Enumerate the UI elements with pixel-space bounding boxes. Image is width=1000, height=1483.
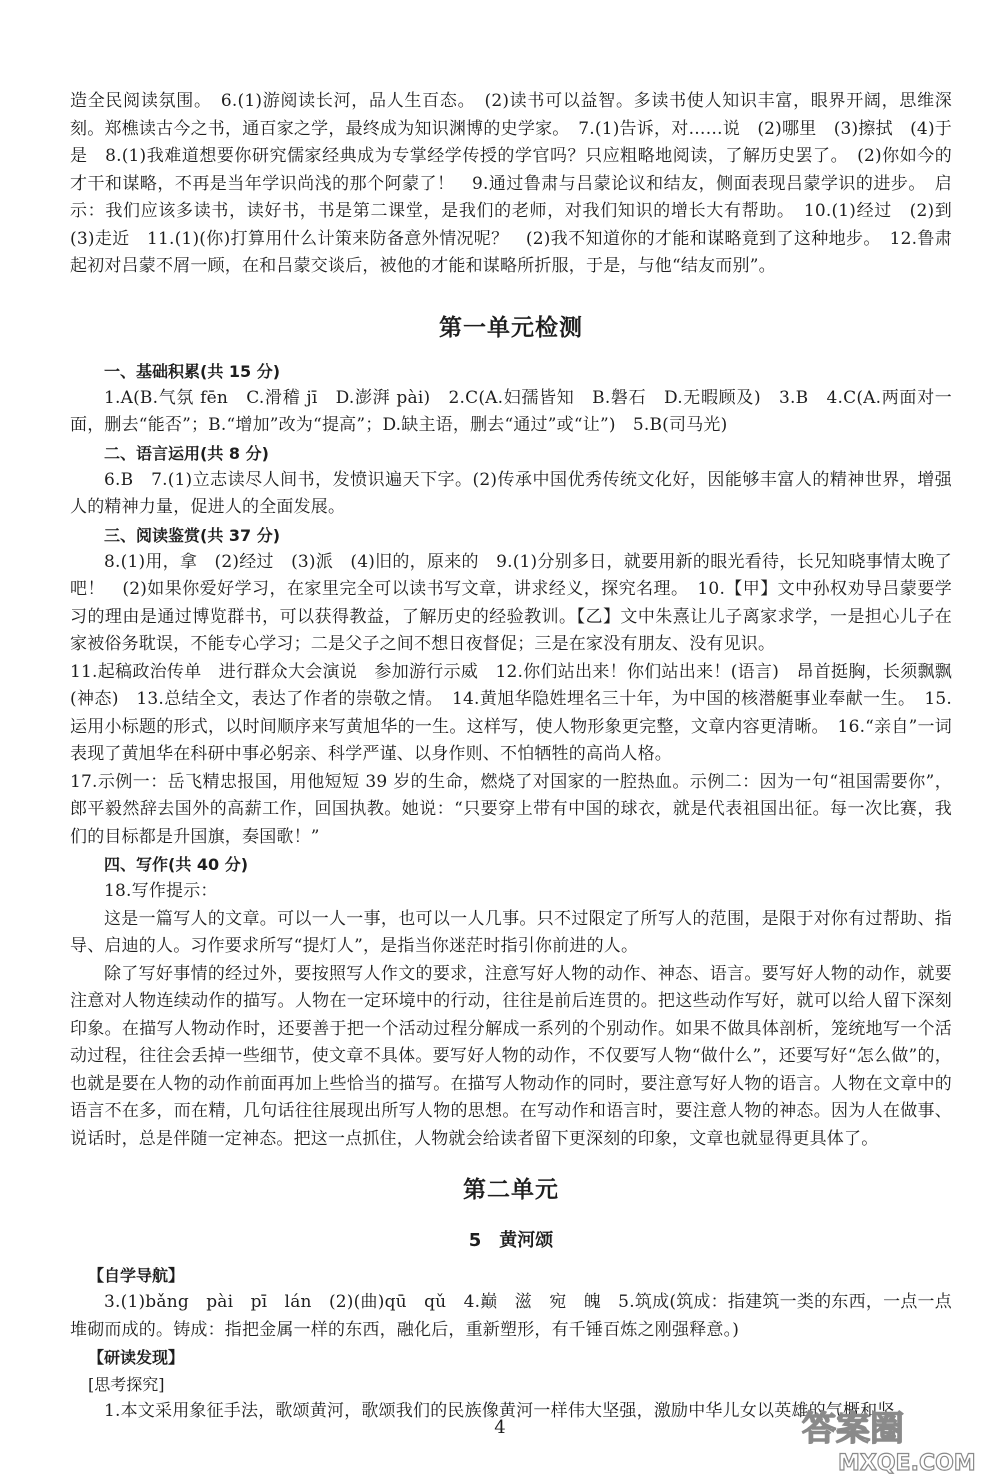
writing-tip-paragraph-1: 这是一篇写人的文章。可以一人一事，也可以一人几事。只不过限定了所写人的范围，是限于对你有过帮助、指导、启迪的人。习作要求所写“提灯人”，是指当你迷茫时指引你前进的人。	[70, 908, 952, 956]
unit2-title: 第二单元	[463, 1177, 559, 1203]
top-answers-paragraph: 造全民阅读氛围。 6.(1)游阅读长河，品人生百态。 (2)读书可以益智。多读书使人知识丰富，眼界开阔，思维深刻。郑樵读古今之书，通百家之学，最终成为知识渊博的史学家。 7.(1)告诉，对……说 (2)哪里 (3)擦拭 (4)于是 8.(1)我难道想要你研究儒家经典成为专掌经学传授的学官吗？只应粗略地阅读，了解历史罢了。 (2)你如今的才干和谋略，不再是当年学识尚浅的那个阿蒙了！ 9.通过鲁肃与吕蒙论议和结友，侧面表现吕蒙学识的进步。 启示：我们应该多读书，读好书，书是第二课堂，是我们的老师，对我们知识的增长大有帮助。 10.(1)经过 (2)到 (3)走近 11.(1)(你)打算用什么计策来防备意外情况呢？ (2)我不知道你的才能和谋略竟到了这种地步。 12.鲁肃起初对吕蒙不屑一顾，在和吕蒙交谈后，被他的才能和谋略所折服，于是，与他“结友而别”。	[70, 91, 970, 276]
writing-tip-paragraph-2: 除了写好事情的经过外，要按照写人作文的要求，注意写好人物的动作、神态、语言。要写好人物的动作，就要注意对人物连续动作的描写。人物在一定环境中的行动，往往是前后连贯的。把这些动作写好，就可以给人留下深刻印象。在描写人物动作时，还要善于把一个活动过程分解成一系列的个别动作。如果不做具体剖析，笼统地写一个活动过程，往往会丢掉一些细节，使文章不具体。要写好人物的动作，不仅要写人物“做什么”，还要写好“怎么做”的，也就是要在人物的动作前面再加上些恰当的描写。在描写人物动作的同时，要注意写好人物的语言。人物在文章中的语言不在多，而在精，几句话往往展现出所写人物的思想。在写动作和语言时，要注意人物的神态。因为人在做事、说话时，总是伴随一定神态。把这一点抓住，人物就会给读者留下更深刻的印象，文章也就显得更具体了。	[70, 963, 952, 1149]
section-reading-text-3: 17.示例一：岳飞精忠报国，用他短短 39 岁的生命，燃烧了对国家的一腔热血。示例二：因为一句“祖国需要你”，郎平毅然辞去国外的高薪工作，回国执教。她说：“只要穿上带有中国的球衣，就是代表祖国出征。每一次比赛，我们的目标都是升国旗，奏国歌！”	[70, 771, 952, 847]
last-answer-text: 1.本文采用象征手法，歌颂黄河，歌颂我们的民族像黄河一样伟大坚强，激励中华儿女以英雄的气概和坚	[104, 1401, 895, 1421]
section-language-head: 二、语言运用(共 8 分)	[104, 443, 269, 463]
self-study-tag: 【自学导航】	[88, 1266, 185, 1285]
section-reading-text: 8.(1)用，拿 (2)经过 (3)派 (4)旧的，原来的 9.(1)分别多日，就要用新的眼光看待，长兄知晓事情太晚了吧！ (2)如果你爱好学习，在家里完全可以读书写文章，讲求经义，探究名理。 10.【甲】文中孙权劝导吕蒙要学习的理由是通过博览群书，可以获得教益，了解历史的经验教训。【乙】文中朱熹让儿子离家求学，一是担心儿子在家被俗务耽误，不能专心学习；二是父子之间不想日夜督促；三是在家没有朋友、没有见识。	[70, 551, 952, 654]
writing-tip-label: 18.写作提示：	[104, 881, 218, 901]
watermark-url: MXQE.COM	[838, 1451, 976, 1476]
self-study-text: 3.(1)bǎng pài pī lán (2)(曲)qū qǔ 4.巅 滋 宛 魄 5.筑成(筑成：指建筑一类的东西，一点一点堆砌而成的。铸成：指把金属一样的东西，融化后，重新塑形，有千锤百炼之刚强释意。)	[70, 1292, 952, 1340]
section-basic-head: 一、基础积累(共 15 分)	[104, 361, 281, 381]
unit1-title: 第一单元检测	[439, 314, 583, 341]
watermark-logo	[798, 1400, 984, 1476]
lesson-title: 5 黄河颂	[468, 1230, 554, 1251]
study-discovery-tag: 【研读发现】	[88, 1348, 185, 1367]
watermark-text: 答案圈	[802, 1409, 904, 1449]
page-number: 4	[494, 1417, 506, 1438]
section-language-text: 6.B 7.(1)立志读尽人间书，发愤识遍天下字。(2)传承中国优秀传统文化好，因能够丰富人的精神世界，增强人的精神力量，促进人的全面发展。	[70, 469, 952, 517]
page-content	[70, 88, 970, 1426]
thinking-explore-label: [思考探究]	[88, 1375, 165, 1394]
section-writing-head: 四、写作(共 40 分)	[104, 855, 249, 874]
section-reading-head: 三、阅读鉴赏(共 37 分)	[104, 525, 281, 545]
section-basic-text: 1.A(B.气氛 fēn C.滑稽 jī D.澎湃 pài) 2.C(A.妇孺皆知 B.磐石 D.无暇顾及) 3.B 4.C(A.两面对一面，删去“能否”；B.“增加”改为“提高”；D.缺主语，删去“通过”或“让”) 5.B(司马光)	[70, 387, 952, 435]
section-reading-text-2: 11.起稿政治传单 进行群众大会演说 参加游行示威 12.你们站出来！你们站出来！(语言) 昂首挺胸，长须飘飘(神态) 13.总结全文，表达了作者的崇敬之情。 14.黄旭华隐姓埋名三十年，为中国的核潜艇事业奉献一生。 15.运用小标题的形式，以时间顺序来写黄旭华的一生。这样写，使人物形象更完整，文章内容更清晰。 16.“亲自”一词表现了黄旭华在科研中事必躬亲、科学严谨、以身作则、不怕牺牲的高尚人格。	[70, 661, 952, 764]
